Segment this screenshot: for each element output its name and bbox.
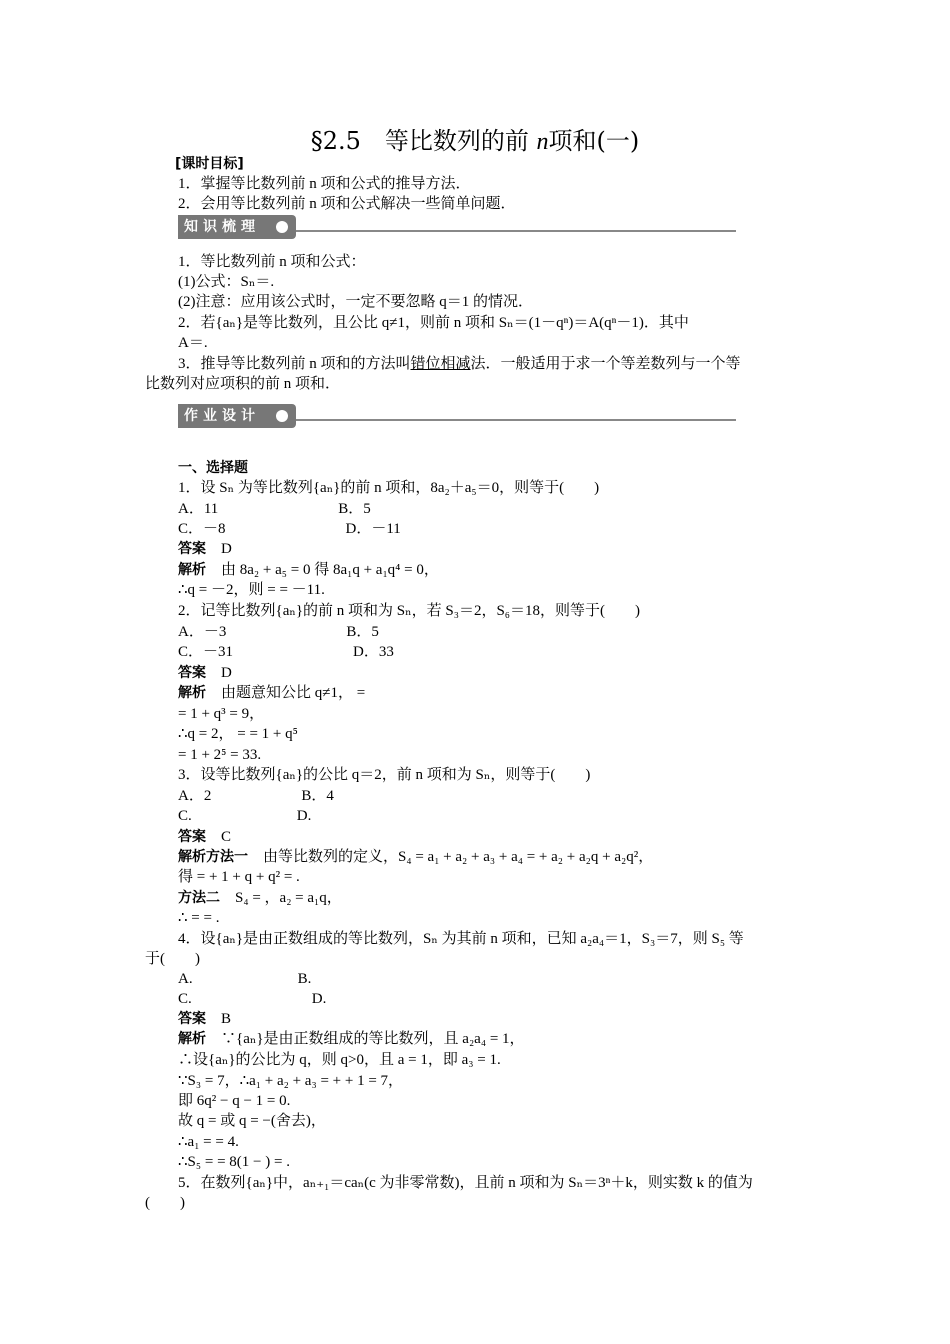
review-line-2: (1)公式：Sₙ＝. bbox=[178, 274, 275, 290]
text-line: ∴S₅ = = 8(1 − ) = . bbox=[178, 1154, 290, 1170]
review-line-4: 2．若{aₙ}是等比数列，且公比 q≠1，则前 n 项和 Sₙ＝(1－qⁿ)＝A(qⁿ－1)．其中 bbox=[178, 315, 689, 331]
text-line: 答案 C bbox=[178, 829, 232, 845]
review-line-3: (2)注意：应用该公式时，一定不要忽略 q＝1 的情况． bbox=[178, 294, 533, 310]
text-line: ∴ = = . bbox=[178, 910, 220, 926]
text-line: 解析 由题意知公比 q≠1， = bbox=[178, 685, 366, 701]
text-line: 即 6q² − q − 1 = 0. bbox=[178, 1093, 291, 1109]
divider bbox=[296, 419, 736, 421]
text-line: = 1 + 2⁵ = 33. bbox=[178, 747, 262, 763]
text-line: C. D. bbox=[178, 808, 312, 824]
text-line: 3．设等比数列{aₙ}的公比 q＝2，前 n 项和为 Sₙ，则等于( ) bbox=[178, 767, 591, 783]
text-line: 解析 ∵{aₙ}是由正数组成的等比数列，且 a₂a₄ = 1， bbox=[178, 1031, 525, 1047]
text-line: A．－3 B．5 bbox=[178, 624, 379, 640]
review-line-7: 比数列对应项积的前 n 项和． bbox=[145, 376, 341, 392]
text-line: 答案 B bbox=[178, 1011, 232, 1027]
text-line: 故 q = 或 q = −(舍去)， bbox=[178, 1113, 326, 1129]
text-line: 5．在数列{aₙ}中，aₙ₊₁＝caₙ(c 为非零常数)，且前 n 项和为 Sₙ＝3ⁿ＋k，则实数 k 的值为 bbox=[178, 1175, 753, 1191]
section-heading: 一、选择题 bbox=[178, 460, 248, 476]
text-line: ( ) bbox=[145, 1195, 185, 1211]
text-line: C. D. bbox=[178, 991, 327, 1007]
review-line-6: 3．推导等比数列前 n 项和的方法叫错位相减法．一般适用于求一个等差数列与一个等 bbox=[178, 356, 741, 372]
text-line: 1．设 Sₙ 为等比数列{aₙ}的前 n 项和，8a₂＋a₅＝0，则等于( ) bbox=[178, 480, 600, 496]
text-line: A．2 B．4 bbox=[178, 788, 334, 804]
divider bbox=[296, 230, 736, 232]
text-line: C．－8 D．－11 bbox=[178, 521, 401, 537]
review-line-1: 1．等比数列前 n 项和公式： bbox=[178, 254, 366, 270]
objective-1: 1．掌握等比数列前 n 项和公式的推导方法． bbox=[178, 176, 471, 192]
text-line: 于( ) bbox=[145, 951, 200, 967]
text-line: = 1 + q³ = 9， bbox=[178, 706, 265, 722]
text-line: 方法二 S₄ = ，a₂ = a₁q， bbox=[178, 890, 342, 906]
review-line-5: A＝. bbox=[178, 335, 208, 351]
text-line: 得 = + 1 + q + q² = . bbox=[178, 869, 300, 885]
objectives-heading: [课时目标] bbox=[175, 156, 244, 172]
text-line: C．－31 D．33 bbox=[178, 644, 394, 660]
text-line: 解析 由 8a₂ + a₅ = 0 得 8a₁q + a₁q⁴ = 0， bbox=[178, 562, 439, 578]
text-line: ∴a₁ = = 4. bbox=[178, 1134, 239, 1150]
banner-dot-icon bbox=[276, 410, 288, 422]
banner-dot-icon bbox=[276, 221, 288, 233]
text-line: A．11 B．5 bbox=[178, 501, 371, 517]
objective-2: 2．会用等比数列前 n 项和公式解决一些简单问题． bbox=[178, 196, 516, 212]
text-line: 4．设{aₙ}是由正数组成的等比数列，Sₙ 为其前 n 项和，已知 a₂a₄＝1，S₃＝7，则 S₅ 等 bbox=[178, 931, 744, 947]
text-line: ∴q = 2， = = 1 + q⁵ bbox=[178, 726, 298, 742]
text-line: 2．记等比数列{aₙ}的前 n 项和为 Sₙ，若 S₃＝2，S₆＝18，则等于( ) bbox=[178, 603, 641, 619]
text-line: 答案 D bbox=[178, 665, 232, 681]
text-line: ∵S₃ = 7，∴a₁ + a₂ + a₃ = + + 1 = 7， bbox=[178, 1073, 404, 1089]
text-line: 解析方法一 由等比数列的定义，S₄ = a₁ + a₂ + a₃ + a₄ = + a₂ + a₂q + a₂q²， bbox=[178, 849, 654, 865]
text-line: 答案 D bbox=[178, 541, 232, 557]
page-title: §2.5 等比数列的前 n项和(一) bbox=[310, 127, 640, 155]
text-line: ∴q = －2，则 = = －11. bbox=[178, 582, 325, 598]
text-line: A. B. bbox=[178, 971, 312, 987]
text-line: ∴设{aₙ}的公比为 q，则 q>0，且 a = 1，即 a₃ = 1. bbox=[178, 1052, 501, 1068]
